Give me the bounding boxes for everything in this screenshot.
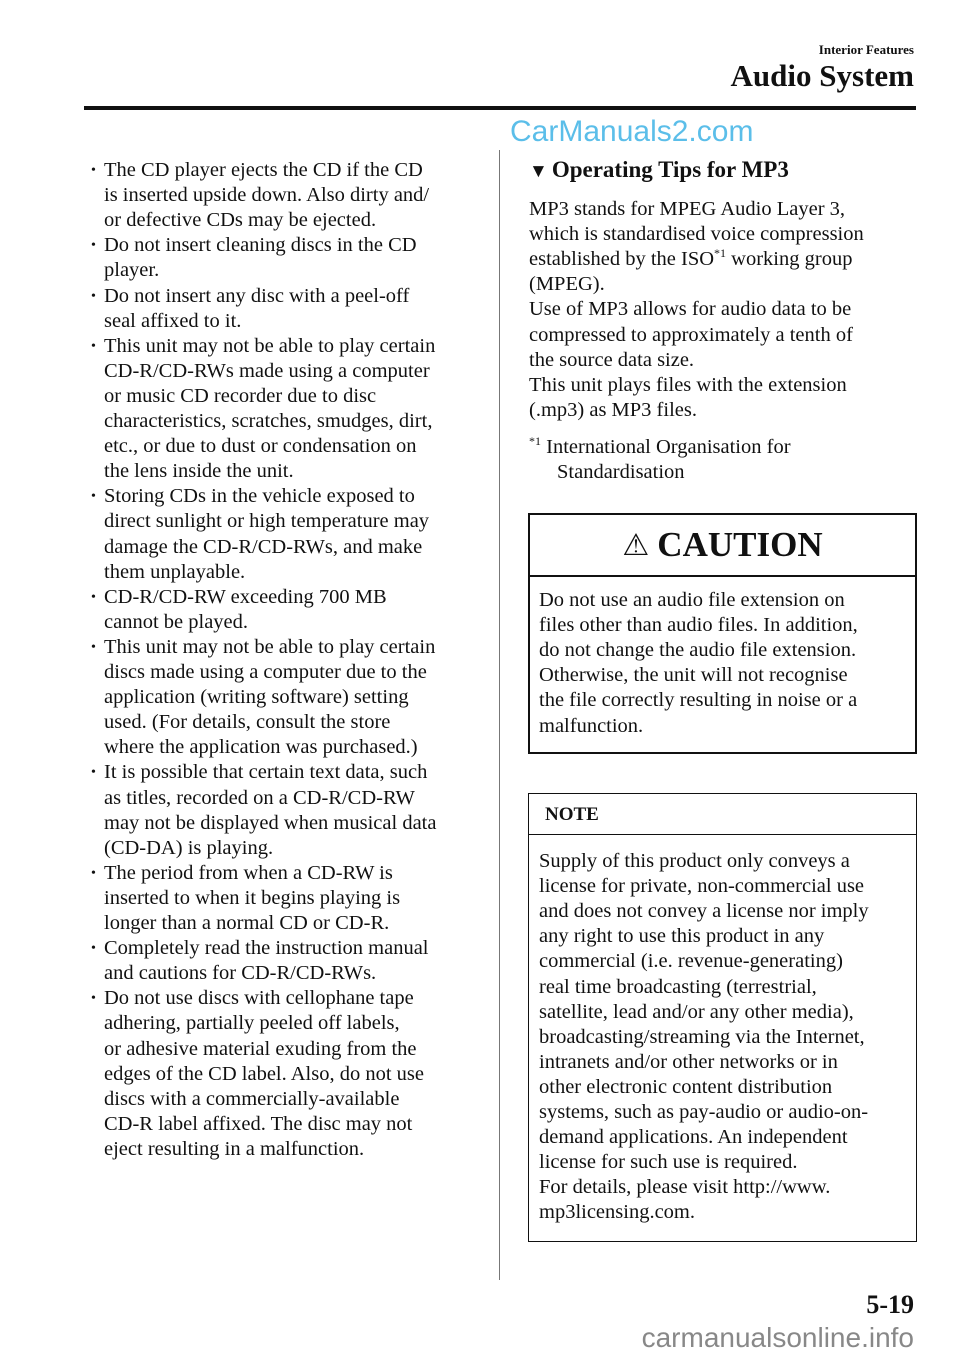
bullet-text-line: them unplayable. [104, 560, 246, 583]
caution-text-line: malfunction. [539, 714, 644, 737]
note-text-line: license for private, non-commercial use [539, 875, 865, 898]
caution-text-line: do not change the audio file extension. [539, 639, 857, 662]
heading-text: Operating Tips for MP3 [551, 157, 789, 182]
bullet-text-line: the lens inside the unit. [104, 460, 294, 483]
caution-text-line: files other than audio files. In addition, [539, 614, 858, 637]
note-text-line: Supply of this product only conveys a [539, 850, 850, 872]
bullet-text-line: Completely read the instruction manual [104, 937, 429, 960]
section-heading [529, 157, 789, 183]
bullet-text-line: discs with a commercially-available [104, 1087, 400, 1110]
header-rule [84, 106, 916, 110]
body-text-line: which is standardised voice compression [529, 223, 864, 246]
watermark-top: CarManuals2.com [510, 115, 754, 148]
bullet-text-line: discs made using a computer due to the [104, 661, 427, 683]
note-text-line: real time broadcasting (terrestrial, [539, 975, 817, 998]
bullet-text-line: Do not use discs with cellophane tape [104, 987, 414, 1010]
bullet-icon: • [91, 941, 96, 957]
bullet-text-line: (CD-DA) is playing. [104, 836, 274, 859]
bullet-text-line: CD-R/CD-RW exceeding 700 MB [104, 585, 387, 608]
note-text-line: satellite, lead and/or any other media), [539, 1000, 854, 1023]
footnote-line: $^{*1}$ International Organisation for [529, 434, 791, 458]
bullet-text-line: etc., or due to dust or condensation on [104, 435, 417, 458]
body-text-line: Use of MP3 allows for audio data to be [529, 298, 852, 321]
page-title: Audio System [730, 58, 914, 93]
footnote-line: Standardisation [557, 461, 685, 483]
body-text-line: MP3 stands for MPEG Audio Layer 3, [529, 198, 846, 220]
section-label: Interior Features [818, 42, 914, 57]
caution-header [530, 515, 915, 577]
watermark-bottom: carmanualsonline.info [641, 1322, 914, 1353]
bullet-text-line: is inserted upside down. Also dirty and/ [104, 184, 430, 207]
bullet-icon: • [91, 163, 96, 178]
bullet-text-line: and cautions for CD-R/CD-RWs. [104, 962, 377, 985]
bullet-text-line: may not be displayed when musical data [104, 811, 437, 834]
bullet-text-line: player. [104, 259, 160, 282]
bullet-text-line: or defective CDs may be ejected. [104, 209, 377, 232]
caution-text-line: Do not use an audio file extension on [539, 589, 845, 611]
bullet-text-line: Do not insert cleaning discs in the CD [104, 234, 417, 257]
note-text-line: broadcasting/streaming via the Internet, [539, 1025, 865, 1048]
note-text-line: license for such use is required. [539, 1151, 798, 1174]
note-text-line: other electronic content distribution [539, 1075, 833, 1098]
bullet-icon: • [91, 489, 96, 505]
note-text-line: and does not convey a license nor imply [539, 900, 869, 923]
bullet-text-line: eject resulting in a malfunction. [104, 1137, 365, 1160]
bullet-text-line: It is possible that certain text data, such [104, 761, 428, 784]
bullet-text-line: longer than a normal CD or CD-R. [104, 912, 390, 934]
bullet-text-line: This unit may not be able to play certain [104, 334, 436, 357]
bullet-icon: • [91, 765, 96, 781]
bullet-icon: • [91, 338, 96, 354]
bullet-text-line: Storing CDs in the vehicle exposed to [104, 485, 415, 508]
note-text-line: commercial (i.e. revenue-generating) [539, 950, 843, 973]
bullet-icon: • [91, 589, 96, 605]
bullet-text-line: application (writing software) setting [104, 686, 409, 709]
bullet-text-line: or music CD recorder due to disc [104, 384, 377, 407]
note-text-line: For details, please visit http://www. [539, 1176, 831, 1199]
bullet-text-line: inserted to when it begins playing is [104, 886, 401, 909]
body-text-line: compressed to approximately a tenth of [529, 323, 853, 346]
note-text-line: systems, such as pay-audio or audio-on- [539, 1101, 869, 1123]
bullet-text-line: characteristics, scratches, smudges, dirt, [104, 410, 433, 432]
body-text-line: (.mp3) as MP3 files. [529, 398, 697, 421]
bullet-text-line: edges of the CD label. Also, do not use [104, 1062, 424, 1085]
bullet-text-line: This unit may not be able to play certain [104, 635, 436, 658]
bullet-icon: • [91, 238, 96, 254]
body-text-line: established by the ISO$^{*1}$ working group [529, 246, 853, 271]
bullet-text-line: as titles, recorded on a CD-R/CD-RW [104, 786, 415, 809]
bullet-text-line: The period from when a CD-RW is [104, 861, 393, 884]
column-divider [499, 150, 500, 1280]
bullet-text-line: The CD player ejects the CD if the CD [104, 159, 423, 181]
bullet-text-line: CD-R label affixed. The disc may not [104, 1112, 413, 1135]
caution-text-line: the file correctly resulting in noise or a [539, 689, 858, 712]
bullet-text-line: damage the CD-R/CD-RWs, and make [104, 535, 423, 558]
bullet-text-line: used. (For details, consult the store [104, 711, 391, 734]
note-text-line: mp3licensing.com. [539, 1201, 696, 1224]
caution-title: CAUTION [657, 525, 823, 564]
page-number: 5-19 [866, 1290, 914, 1319]
triangle-down-icon: ▼ [529, 161, 548, 182]
bullet-text-line: CD-R/CD-RWs made using a computer [104, 359, 430, 382]
bullet-text-line: direct sunlight or high temperature may [104, 510, 430, 533]
body-text-line: This unit plays files with the extension [529, 373, 847, 396]
caution-text-line: Otherwise, the unit will not recognise [539, 664, 848, 687]
bullet-text-line: or adhesive material exuding from the [104, 1037, 417, 1060]
bullet-text-line: where the application was purchased.) [104, 736, 418, 759]
body-text-line: the source data size. [529, 348, 695, 371]
note-text-line: intranets and/or other networks or in [539, 1050, 838, 1073]
bullet-text-line: cannot be played. [104, 610, 249, 633]
note-title: NOTE [529, 794, 916, 835]
body-text-line: (MPEG). [529, 273, 605, 296]
bullet-icon: • [91, 288, 96, 304]
bullet-icon: • [91, 991, 96, 1007]
note-text-line: any right to use this product in any [539, 925, 825, 948]
note-text-line: demand applications. An independent [539, 1126, 848, 1149]
bullet-icon: • [91, 639, 96, 655]
bullet-icon: • [91, 865, 96, 881]
bullet-text-line: Do not insert any disc with a peel-off [104, 284, 410, 307]
bullet-text-line: seal affixed to it. [104, 309, 242, 332]
bullet-text-line: adhering, partially peeled off labels, [104, 1012, 400, 1035]
warning-icon: ⚠ [622, 528, 650, 562]
